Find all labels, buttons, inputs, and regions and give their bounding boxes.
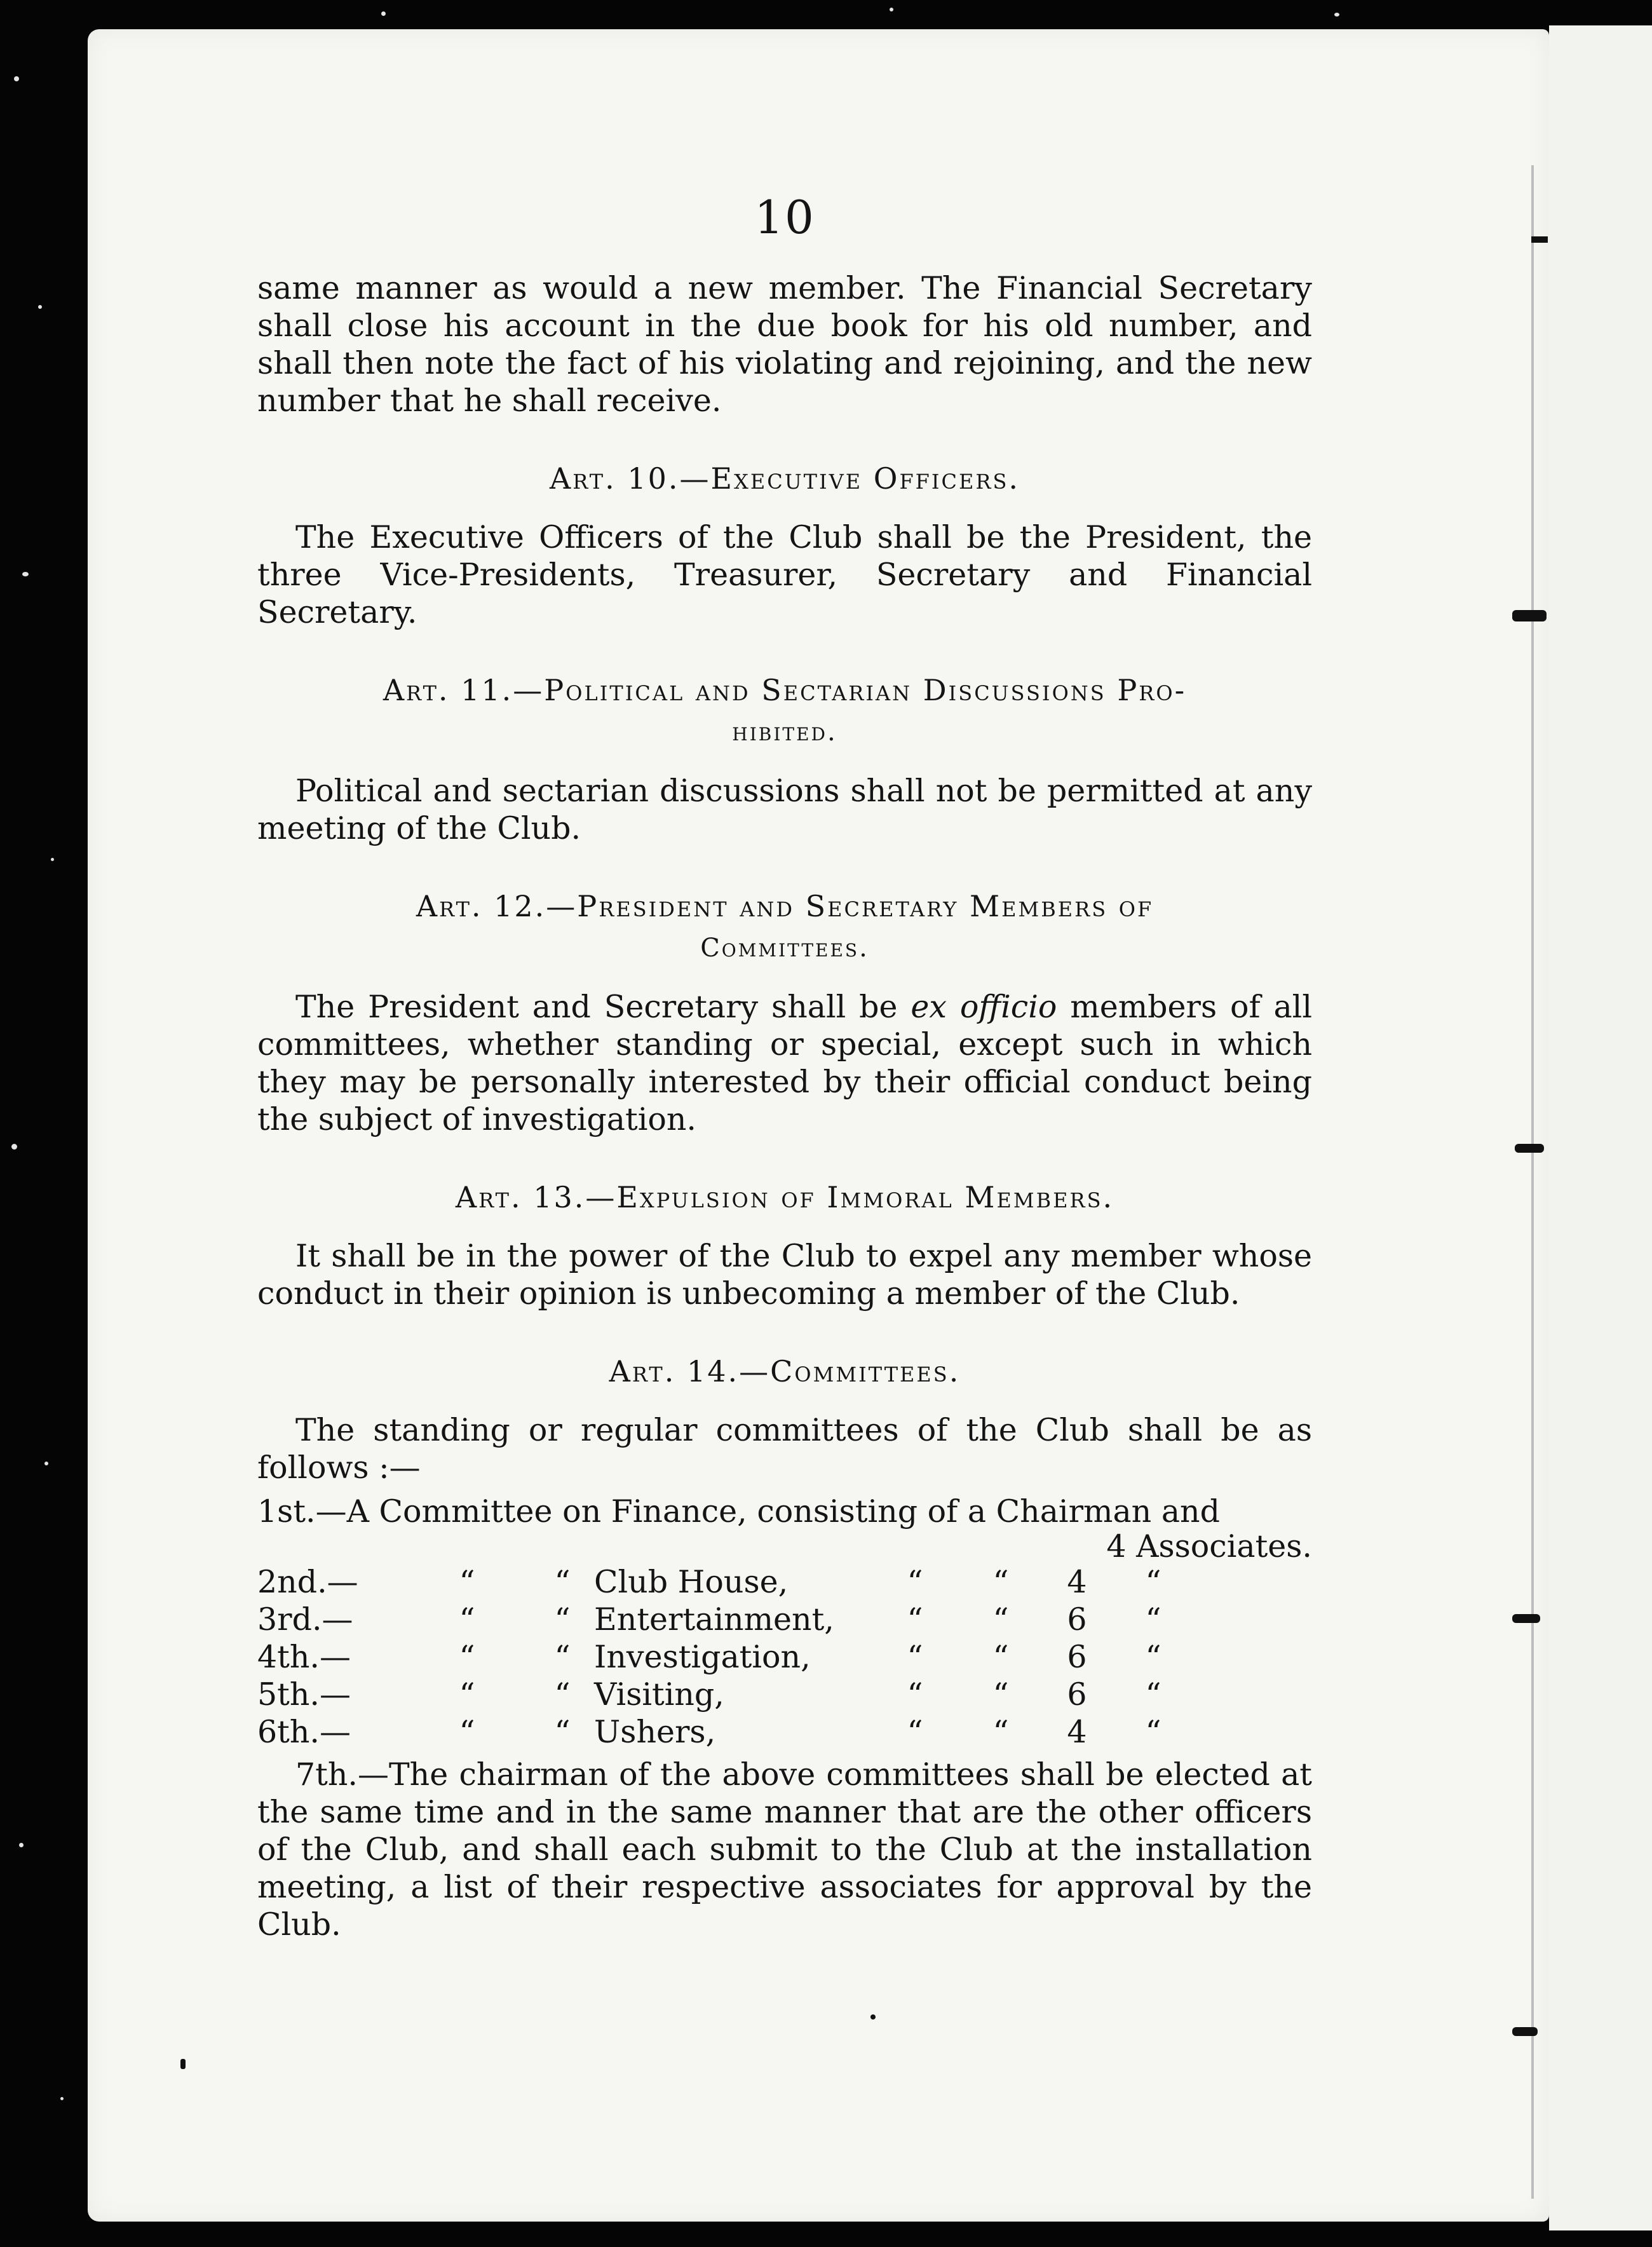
- committee-associate-count: 6: [1067, 1639, 1087, 1675]
- ditto-mark: “: [907, 1601, 923, 1638]
- committee-seventh-paragraph: 7th.—The chairman of the above committees shall be elected at the same time and in the same manner that are the other officers of the Club, and shall each submit to the Club at the installation meeting, a list of their respective associates for approval by the Club.: [257, 1756, 1312, 1943]
- margin-ink-mark: [1512, 1614, 1540, 1623]
- committee-finance-line: 1st.—A Committee on Finance, consisting of a Chairman and: [257, 1493, 1220, 1530]
- scan-speck: [11, 1144, 17, 1150]
- margin-ink-mark: [1512, 2027, 1538, 2036]
- committee-table: [257, 1563, 1191, 1751]
- scan-speck: [44, 1462, 48, 1465]
- article-14-heading: Art. 14.—Committees.: [609, 1354, 961, 1388]
- article-14-body: The standing or regular committees of the Club shall be as follows :—: [257, 1412, 1312, 1486]
- binding-fold-line: [1531, 165, 1534, 2199]
- ditto-mark: “: [554, 1639, 571, 1675]
- adjacent-page-edge: [1549, 25, 1652, 2230]
- committee-name: Club House,: [594, 1564, 789, 1600]
- ditto-mark: “: [1145, 1714, 1161, 1750]
- margin-ink-mark: [1515, 1144, 1544, 1153]
- scan-speck: [19, 1843, 24, 1847]
- ditto-mark: “: [992, 1676, 1009, 1713]
- scan-speck: [51, 858, 54, 861]
- article-10-heading: Art. 10.—Executive Officers.: [550, 461, 1020, 496]
- ditto-mark: “: [459, 1564, 475, 1600]
- scan-speck: [60, 2097, 64, 2100]
- committee-associate-count: 6: [1067, 1676, 1087, 1713]
- scan-speck: [14, 76, 19, 81]
- committee-row: [257, 1713, 1191, 1751]
- committee-associate-count: 6: [1067, 1601, 1087, 1638]
- article-13-body: It shall be in the power of the Club to expel any member whose conduct in their opinion is unbecoming a member of the Club.: [257, 1238, 1312, 1312]
- committee-ordinal: 5th.—: [257, 1676, 351, 1713]
- committee-ordinal: 4th.—: [257, 1639, 351, 1675]
- committee-name: Entertainment,: [594, 1601, 834, 1638]
- committee-ordinal: 2nd.—: [257, 1564, 358, 1600]
- ditto-mark: “: [992, 1714, 1009, 1750]
- scan-speck: [22, 572, 29, 576]
- scan-speck: [381, 11, 386, 16]
- margin-ink-mark: [870, 2014, 876, 2020]
- committee-row: [257, 1563, 1191, 1601]
- committee-name: Visiting,: [594, 1676, 724, 1713]
- committee-row: [257, 1638, 1191, 1676]
- ditto-mark: “: [459, 1639, 475, 1675]
- ditto-mark: “: [907, 1639, 923, 1675]
- margin-ink-mark: [180, 2059, 186, 2069]
- committee-ordinal: 6th.—: [257, 1714, 351, 1750]
- article-12-heading-line2: Committees.: [700, 933, 869, 963]
- margin-ink-mark: [1531, 236, 1548, 243]
- article-12-body-end: members of all committees, whether standing or special, except such in which they may be personally interested by their official conduct being the subject of investigation.: [257, 989, 1313, 1137]
- article-12-heading-line1: Art. 12.—President and Secretary Members of: [416, 889, 1154, 923]
- committee-row: [257, 1676, 1191, 1713]
- committee-associate-count: 4: [1067, 1714, 1087, 1750]
- article-13-heading: Art. 13.—Expulsion of Immoral Members.: [455, 1180, 1114, 1214]
- scan-speck: [890, 8, 893, 11]
- ditto-mark: “: [992, 1601, 1009, 1638]
- ditto-mark: “: [459, 1714, 475, 1750]
- ditto-mark: “: [992, 1564, 1009, 1600]
- scan-speck: [38, 305, 42, 309]
- ditto-mark: “: [554, 1601, 571, 1638]
- margin-ink-mark: [1512, 610, 1547, 621]
- ditto-mark: “: [1145, 1601, 1161, 1638]
- ditto-mark: “: [907, 1714, 923, 1750]
- article-11-heading-line2: hibited.: [732, 717, 837, 747]
- article-12-body-start: The President and Secretary shall be: [295, 989, 911, 1025]
- ditto-mark: “: [459, 1676, 475, 1713]
- ditto-mark: “: [554, 1714, 571, 1750]
- ditto-mark: “: [1145, 1676, 1161, 1713]
- scan-speck: [1334, 13, 1339, 17]
- ditto-mark: “: [554, 1676, 571, 1713]
- page-number: 10: [754, 191, 815, 244]
- article-12-body: [257, 988, 1312, 1138]
- ditto-mark: “: [907, 1676, 923, 1713]
- ditto-mark: “: [459, 1601, 475, 1638]
- text-column: [257, 191, 1312, 1943]
- article-12-body-italic: ex officio: [911, 989, 1057, 1025]
- committee-finance-associates: 4 Associates.: [1106, 1528, 1312, 1565]
- article-11-heading: [257, 669, 1312, 753]
- continued-paragraph: same manner as would a new member. The Financial Secretary shall close his account in the due book for his old number, and shall then note the fact of his violating and rejoining, and the new number that he shall receive.: [257, 270, 1312, 419]
- committee-name: Ushers,: [594, 1714, 716, 1750]
- committee-associate-count: 4: [1067, 1564, 1087, 1600]
- ditto-mark: “: [554, 1564, 571, 1600]
- committee-ordinal: 3rd.—: [257, 1601, 353, 1638]
- article-11-body: Political and sectarian discussions shall not be permitted at any meeting of the Club.: [257, 773, 1312, 846]
- ditto-mark: “: [992, 1639, 1009, 1675]
- committee-row: [257, 1601, 1191, 1638]
- article-10-body: The Executive Officers of the Club shall be the President, the three Vice-Presidents, Treasurer, Secretary and Financial Secretary.: [257, 519, 1312, 630]
- ditto-mark: “: [907, 1564, 923, 1600]
- ditto-mark: “: [1145, 1639, 1161, 1675]
- ditto-mark: “: [1145, 1564, 1161, 1600]
- article-12-heading: [257, 885, 1312, 969]
- committee-name: Investigation,: [594, 1639, 811, 1675]
- article-11-heading-line1: Art. 11.—Political and Sectarian Discussions Pro-: [383, 673, 1187, 707]
